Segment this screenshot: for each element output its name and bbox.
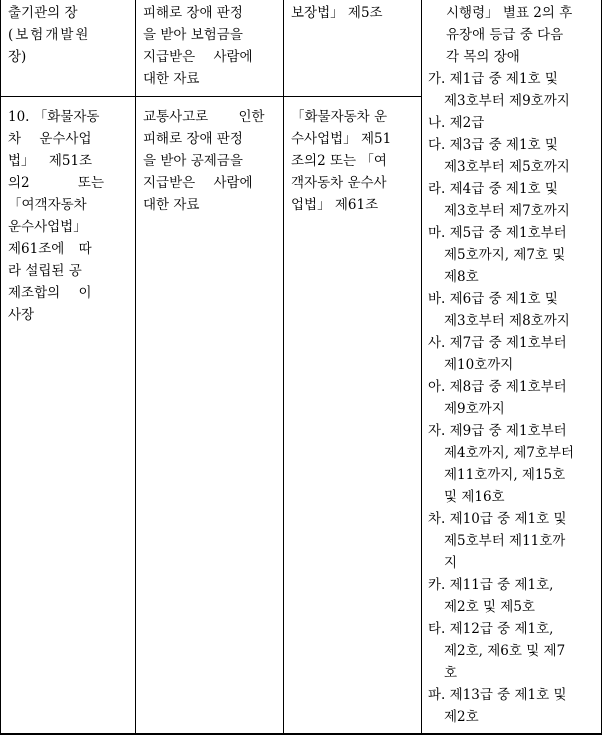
text-line: 각 목의 장애 (446, 49, 520, 65)
text-line: 차 운수사업 (8, 131, 92, 147)
text-line: 「여객자동차 (8, 197, 87, 213)
text-line: 지급받은 사람에 (143, 175, 253, 191)
list-item (428, 68, 596, 112)
disability-grade-list (428, 68, 596, 728)
list-item (428, 112, 596, 134)
list-item (428, 178, 596, 222)
text-line: 시행령」 별표 2의 후 (446, 5, 573, 21)
text-line: 교통사고로 인한 (143, 109, 265, 125)
list-item (428, 618, 596, 684)
list-item (428, 420, 596, 508)
list-item-heading: 아. 제8급 중 제1호부터 (428, 379, 567, 395)
list-item-continuation: 제2호, 제6호 및 제7 (444, 643, 566, 659)
text-line: (보험개발원 (8, 27, 91, 43)
list-item-heading: 다. 제3급 중 제1호 및 (428, 137, 558, 153)
text-line: 법」 제51조 (8, 153, 93, 169)
list-item-continuation: 제3호부터 제5호까지 (444, 159, 570, 175)
row1-agency-cell (8, 2, 128, 68)
text-line: 라 설립된 공 (8, 263, 82, 279)
list-item-continuation: 제8호 (444, 269, 479, 285)
text-line: 수사업법」 제51 (291, 131, 392, 147)
list-item-continuation: 호 (444, 665, 458, 681)
text-line: 「화물자동차 운 (291, 109, 388, 125)
list-item-heading: 자. 제9급 중 제1호부터 (428, 423, 567, 439)
list-item-heading: 가. 제1급 중 제1호 및 (428, 71, 558, 87)
list-item-continuation: 제3호부터 제8호까지 (444, 313, 570, 329)
text-line: 지급받은 사람에 (143, 49, 253, 65)
text-line: 유장애 등급 중 다음 (446, 27, 564, 43)
list-item-continuation: 및 제16호 (444, 489, 505, 505)
list-item-continuation: 제2호 (444, 709, 479, 725)
column-divider-1 (135, 0, 136, 735)
text-line: 업법」 제61조 (291, 197, 379, 213)
list-item-continuation: 지 (444, 555, 458, 571)
list-item-continuation: 제4호까지, 제7호부터 (444, 445, 575, 461)
list-item-continuation: 제10호까지 (444, 357, 514, 373)
text-line: 조의2 또는 「여 (291, 153, 387, 169)
list-item-heading: 차. 제10급 중 제1호 및 (428, 511, 567, 527)
text-line: 사장 (8, 307, 35, 323)
disability-grade-cell (428, 2, 596, 728)
text-line: 10. 「화물자동 (8, 109, 100, 125)
list-item (428, 684, 596, 728)
list-item-heading: 사. 제7급 중 제1호부터 (428, 335, 567, 351)
list-item (428, 134, 596, 178)
list-item (428, 574, 596, 618)
list-item (428, 376, 596, 420)
table-right-border (601, 0, 602, 735)
list-item-continuation: 제11호까지, 제15호 (444, 467, 566, 483)
list-item (428, 222, 596, 288)
list-item-heading: 타. 제12급 중 제1호, (428, 621, 554, 637)
list-item-continuation: 제3호부터 제9호까지 (444, 93, 570, 109)
list-item-continuation: 제9호까지 (444, 401, 505, 417)
text-line: 객자동차 운수사 (291, 175, 387, 191)
text-line: 을 받아 공제금을 (143, 153, 243, 169)
list-item-heading: 라. 제4급 중 제1호 및 (428, 181, 558, 197)
list-item (428, 288, 596, 332)
row1-data-cell (143, 2, 277, 90)
list-item-heading: 파. 제13급 중 제1호 및 (428, 687, 567, 703)
list-item-heading: 마. 제5급 중 제1호부터 (428, 225, 567, 241)
list-item-heading: 카. 제11급 중 제1호, (428, 577, 554, 593)
text-line: 피해로 장애 판정 (143, 5, 243, 21)
text-line: 을 받아 보험금을 (143, 27, 243, 43)
row2-agency-cell (8, 106, 130, 326)
text-line: 운수사업법」 (8, 219, 87, 235)
text-line: 제61조에 따 (8, 241, 92, 257)
row-divider (0, 96, 422, 97)
list-item-continuation: 제5호부터 제11호까 (444, 533, 566, 549)
text-line: 대한 자료 (143, 71, 200, 87)
table-left-border (0, 0, 1, 735)
row2-law-cell (291, 106, 417, 216)
row1-law-cell (291, 2, 415, 24)
list-item-continuation: 제5호까지, 제7호 및 (444, 247, 566, 263)
list-item (428, 508, 596, 574)
text-line: 피해로 장애 판정 (143, 131, 243, 147)
row2-data-cell (143, 106, 277, 216)
list-item-continuation: 제2호 및 제5호 (444, 599, 535, 615)
list-item-continuation: 제3호부터 제7호까지 (444, 203, 570, 219)
text-line: 장) (8, 49, 27, 65)
text-line: 의2 또는 (8, 175, 105, 191)
text-line: 제조합의 이 (8, 285, 92, 301)
list-item-heading: 나. 제2급 (428, 115, 485, 131)
text-line: 대한 자료 (143, 197, 200, 213)
column-divider-3 (421, 0, 422, 735)
list-item-heading: 바. 제6급 중 제1호 및 (428, 291, 558, 307)
text-line: 출기관의 장 (8, 5, 78, 21)
column-divider-2 (283, 0, 284, 735)
list-item (428, 332, 596, 376)
text-line: 보장법」 제5조 (291, 5, 383, 21)
